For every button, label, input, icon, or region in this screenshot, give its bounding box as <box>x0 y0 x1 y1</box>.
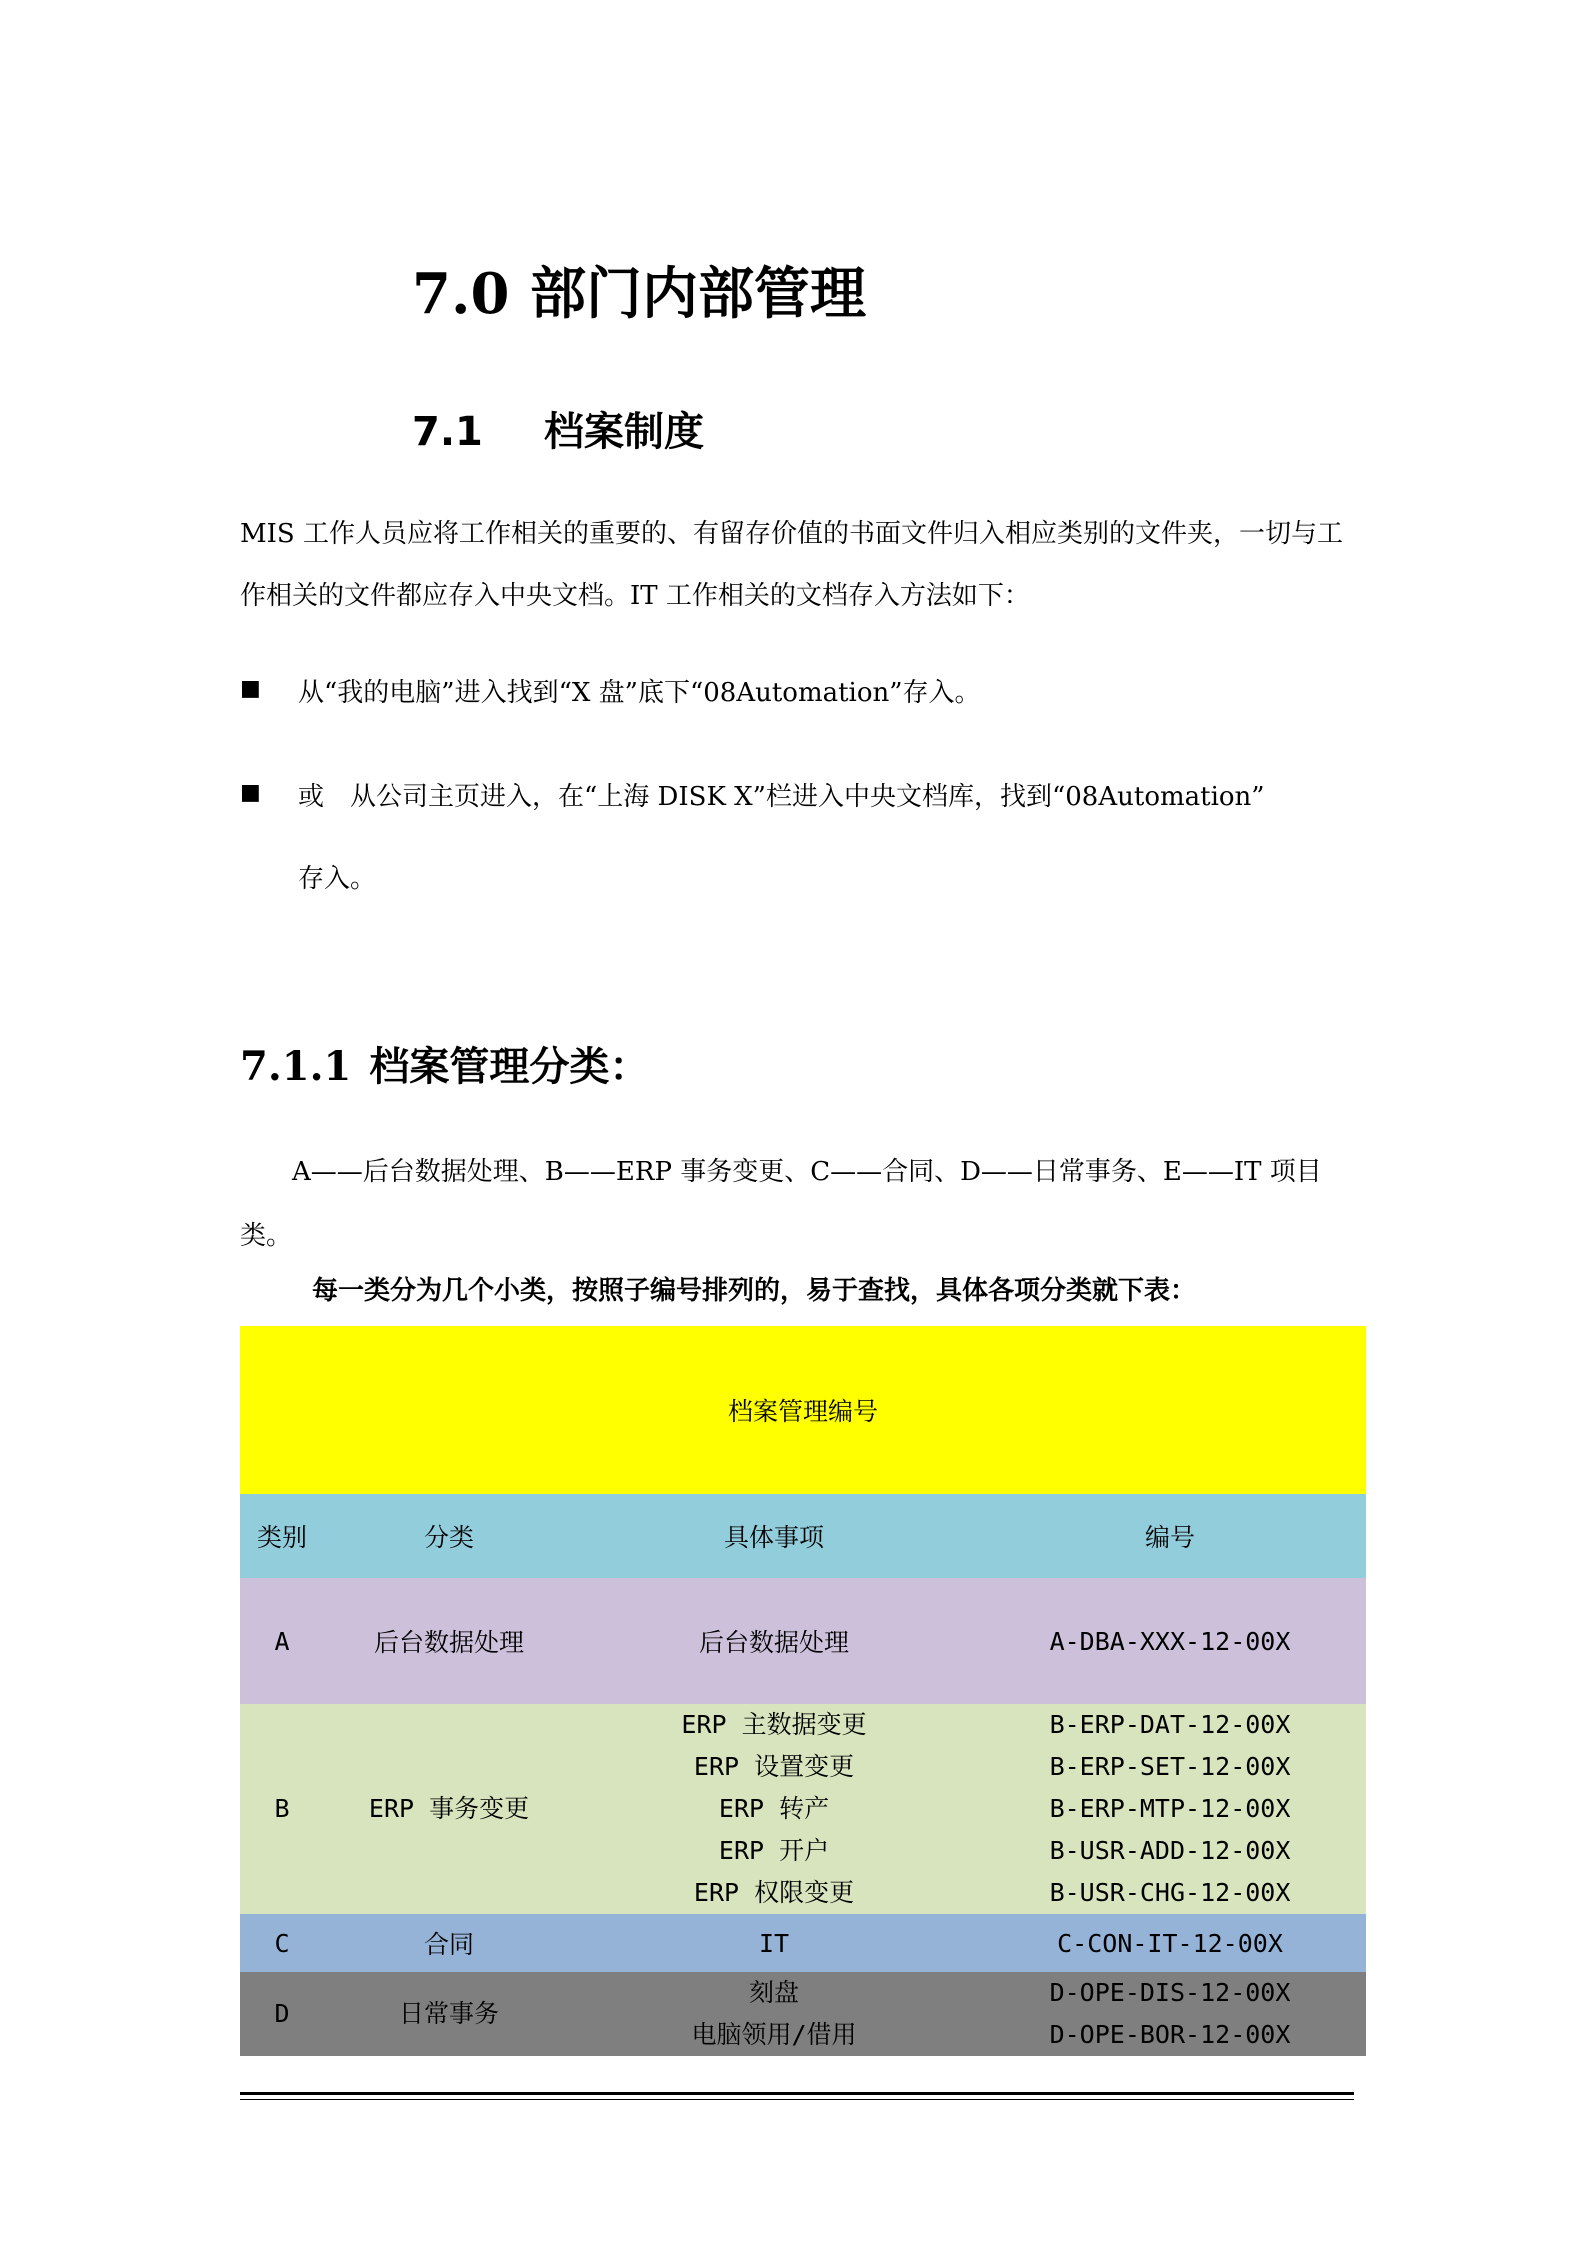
heading-7-1 <box>412 400 704 457</box>
categories-paragraph: A——后台数据处理、B——ERP 事务变更、C——合同、D——日常事务、E——IT 项目类。 <box>240 1157 1322 1251</box>
cell-code: B-USR-ADD-12-00X <box>1049 1836 1291 1865</box>
cell-code: B-ERP-MTP-12-00X <box>1049 1794 1291 1823</box>
cell-item: ERP 主数据变更 <box>681 1710 867 1739</box>
table-row <box>240 1972 1366 2056</box>
cell-category: A <box>240 1578 324 1704</box>
cell-category: B <box>240 1704 324 1914</box>
cell-items <box>574 1972 974 2056</box>
cell-item: 电脑领用/借用 <box>691 2020 857 2049</box>
bullet-text: 或 从公司主页进入，在“上海 DISK X”栏进入中央文档库，找到“08Automation” <box>298 782 1265 812</box>
heading-title: 档案管理分类： <box>369 1043 650 1090</box>
table-title-row <box>240 1326 1366 1494</box>
table-row <box>240 1914 1366 1972</box>
heading-number: 7.1 <box>412 409 483 455</box>
heading-number: 7.0 <box>412 261 510 327</box>
cell-category: D <box>240 1972 324 2056</box>
cell-item: 后台数据处理 <box>574 1578 974 1704</box>
footer-rule-thin <box>240 2099 1354 2100</box>
bullet-marker: ■ <box>240 676 261 701</box>
table-row <box>240 1578 1366 1704</box>
bullet-item-2-continued: 存入。 <box>298 864 377 894</box>
cell-item: ERP 开户 <box>718 1836 830 1865</box>
bullet-item-1 <box>240 672 981 708</box>
header-category: 类别 <box>240 1494 324 1578</box>
cell-codes <box>974 1704 1366 1914</box>
header-items: 具体事项 <box>574 1494 974 1578</box>
cell-item: ERP 设置变更 <box>693 1752 855 1781</box>
cell-classification: ERP 事务变更 <box>324 1704 574 1914</box>
cell-code: B-USR-CHG-12-00X <box>1049 1878 1291 1907</box>
cell-classification: 日常事务 <box>324 1972 574 2056</box>
cell-code: D-OPE-BOR-12-00X <box>1049 2020 1291 2049</box>
cell-code: B-ERP-DAT-12-00X <box>1049 1710 1291 1739</box>
bullet-marker: ■ <box>240 780 261 805</box>
cell-item: ERP 权限变更 <box>693 1878 855 1907</box>
cell-code: A-DBA-XXX-12-00X <box>974 1578 1366 1704</box>
archive-code-table <box>240 1326 1366 2056</box>
header-code: 编号 <box>974 1494 1366 1578</box>
header-classification: 分类 <box>324 1494 574 1578</box>
table-intro: 每一类分为几个小类，按照子编号排列的，易于查找，具体各项分类就下表： <box>312 1276 1197 1306</box>
cell-item: 刻盘 <box>748 1978 799 2007</box>
footer-rule-thick <box>240 2092 1354 2095</box>
table-row <box>240 1704 1366 1914</box>
cell-code: C-CON-IT-12-00X <box>974 1914 1366 1972</box>
heading-number: 7.1.1 <box>240 1043 352 1090</box>
cell-code: D-OPE-DIS-12-00X <box>1049 1978 1291 2007</box>
cell-codes <box>974 1972 1366 2056</box>
cell-code: B-ERP-SET-12-00X <box>1049 1752 1291 1781</box>
cell-category: C <box>240 1914 324 1972</box>
cell-items <box>574 1704 974 1914</box>
table-header-row <box>240 1494 1366 1578</box>
intro-paragraph: MIS 工作人员应将工作相关的重要的、有留存价值的书面文件归入相应类别的文件夹，一切与工作相关的文件都应存入中央文档。IT 工作相关的文档存入方法如下： <box>240 519 1343 611</box>
heading-title: 档案制度 <box>544 409 704 455</box>
heading-7-1-1 <box>240 1035 649 1092</box>
cell-classification: 后台数据处理 <box>324 1578 574 1704</box>
heading-7-0 <box>412 250 866 330</box>
heading-title: 部门内部管理 <box>530 261 866 327</box>
cell-classification: 合同 <box>324 1914 574 1972</box>
bullet-item-2 <box>240 776 1265 812</box>
cell-item: ERP 转产 <box>718 1794 830 1823</box>
cell-item: IT <box>574 1914 974 1972</box>
table-title: 档案管理编号 <box>240 1326 1366 1494</box>
bullet-text: 从“我的电脑”进入找到“X 盘”底下“08Automation”存入。 <box>298 678 981 708</box>
